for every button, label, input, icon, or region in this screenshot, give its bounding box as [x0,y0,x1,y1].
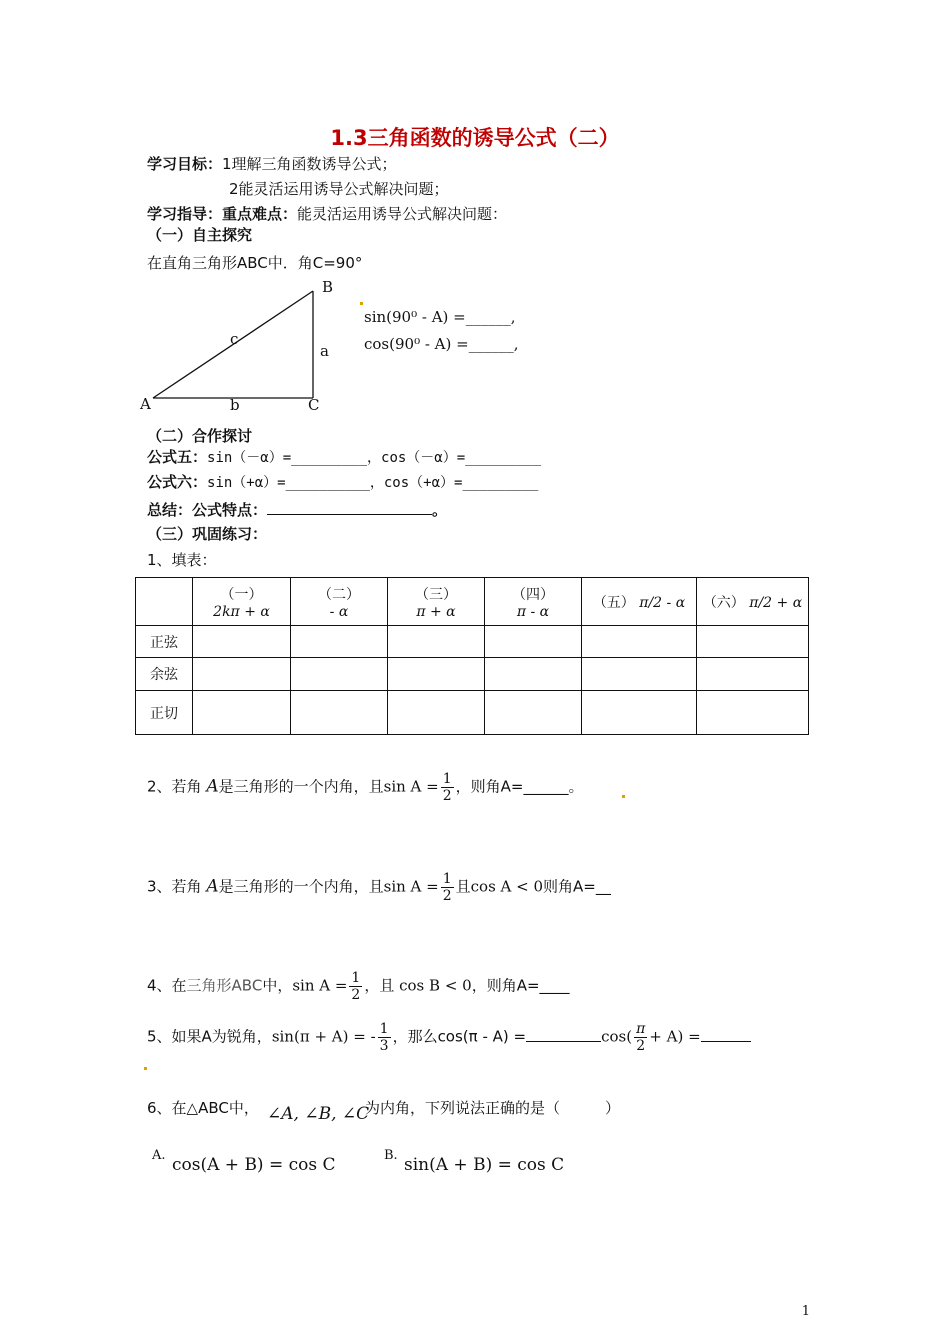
header-bottom: 2kπ + α [213,603,270,620]
formula-five-label: 公式五： [147,448,208,466]
learning-guide [147,203,507,224]
section-2-heading: （二）合作探讨 [147,427,253,445]
fraction-one-half: $\frac{1}{2}$ [351,970,361,1003]
formula-six [147,471,538,492]
header-bottom: - α [329,603,349,620]
section-1-heading: （一）自主探究 [147,226,253,244]
q6-text-a: 6、在△ABC中， [147,1099,259,1117]
header-cell [388,578,485,626]
header-cell [193,578,291,626]
table-row [136,691,809,735]
formula-six-label: 公式六： [147,473,208,491]
q2-text-c: 是三角形的一个内角，且 [218,777,384,796]
option-b-label: B. [384,1148,398,1163]
header-top: （一） [220,586,263,603]
answer-cell[interactable] [193,658,291,691]
marker-dot [622,795,625,798]
option-a-label: A. [152,1148,166,1163]
question-3 [147,871,611,904]
table-header-row [136,578,809,626]
header-top: （五） [592,594,635,611]
summary-line [147,499,447,520]
side-a-label: a [320,342,329,360]
q5-text-a: 5、如果A为锐角， [147,1027,272,1046]
fraction-pi-over-two: $\frac{\pi}{2}$ [636,1021,646,1054]
answer-cell[interactable] [582,691,697,735]
answer-cell[interactable] [697,658,809,691]
header-bottom: π/2 + α [749,594,803,611]
marker-dot [144,1067,147,1070]
q6-angles: ∠A, ∠B, ∠C [267,1104,370,1124]
summary-end: 。 [432,501,448,519]
answer-cell[interactable] [697,626,809,658]
header-bottom: π - α [516,603,550,620]
table-row [136,658,809,691]
answer-cell[interactable] [582,658,697,691]
header-top: （二） [318,586,360,603]
q4-text-e: ， [364,976,380,995]
formula-sin-complement: sin(90⁰ - A) =______, [364,308,516,326]
answer-cell[interactable] [291,626,388,658]
formula-five [147,446,541,467]
answer-cell[interactable] [193,691,291,735]
answer-cell[interactable] [485,691,582,735]
question-1: 1、填表： [147,551,217,569]
answer-cell[interactable] [388,658,485,691]
row-label: 余弦 [136,658,193,691]
header-cell [582,578,697,626]
row-label: 正切 [136,691,193,735]
q4-text-a: 4、在 [147,976,187,995]
side-c-label: c [230,330,239,348]
q5-blank-1[interactable] [526,1027,601,1042]
q2-text-a: 2、若角 [147,777,202,796]
q3-text-a: 3、若角 [147,877,202,896]
guide-label: 学习指导：重点难点： [147,205,298,223]
q3-cos: cos A < 0 [470,877,544,896]
answer-cell[interactable] [485,658,582,691]
header-cell [485,578,582,626]
goal-item-1: 1理解三角函数诱导公式； [222,155,397,173]
q5-text-c: ，那么cos(π - A) = [392,1027,527,1046]
fraction-one-half: $\frac{1}{2}$ [442,871,452,904]
q3-var: A [206,876,219,897]
fraction-one-third: $\frac{1}{3}$ [379,1021,389,1054]
header-top: （六） [702,594,745,611]
q3-text-c: 是三角形的一个内角，且 [218,877,384,896]
vertex-b-label: B [322,278,334,296]
q3-sin: sin A = [383,877,439,896]
q5-text-e: + A) = [649,1027,701,1046]
vertex-a-label: A [140,395,151,413]
option-a[interactable]: cos(A + B) = cos C [172,1155,336,1175]
q4-text-c: 中， [262,976,293,995]
formula-six-text: sin（+α）=__________，cos（+α）=_________ [207,475,539,491]
q4-cos: 且 cos B < 0 [379,976,472,995]
q5-sin: sin(π + A) = - [271,1027,376,1046]
header-bottom: π + α [416,603,456,620]
table-row [136,626,809,658]
table-corner-cell [136,578,193,626]
question-5 [147,1021,751,1054]
header-top: （三） [415,586,457,603]
answer-cell[interactable] [485,626,582,658]
page-number: 1 [801,1304,810,1319]
guide-text: 能灵活运用诱导公式解决问题： [297,205,508,223]
header-bottom: π/2 - α [639,594,686,611]
summary-blank[interactable] [267,500,432,515]
q4-triangle: 三角形ABC [186,976,263,995]
q2-sin: sin A = [383,777,439,796]
answer-cell[interactable] [291,658,388,691]
q2-var: A [206,776,219,797]
header-cell [291,578,388,626]
learning-goals [147,153,397,174]
marker-dot [360,302,363,305]
section-3-heading: （三）巩固练习： [147,525,268,543]
q5-blank-2[interactable] [701,1027,751,1042]
q3-text-e: 且 [455,877,471,896]
goals-label: 学习目标： [147,155,223,173]
vertex-c-label: C [308,396,320,414]
header-top: （四） [512,586,554,603]
q2-text-e: ，则角A=______。 [455,777,584,796]
goal-item-2: 2能灵活运用诱导公式解决问题； [229,180,449,198]
question-4 [147,970,570,1003]
formula-five-text: sin（－α）=_________，cos（－α）=_________ [207,450,542,466]
q4-text-g: ，则角A=____ [471,976,570,995]
q5-cos: cos( [601,1027,633,1046]
q6-text-c: 为内角，下列说法正确的是（ ） [365,1099,621,1117]
answer-cell[interactable] [193,626,291,658]
induction-formula-table [135,577,809,735]
answer-cell[interactable] [388,691,485,735]
answer-cell[interactable] [291,691,388,735]
fraction-one-half: $\frac{1}{2}$ [442,771,452,804]
side-b-label: b [230,396,240,414]
answer-cell[interactable] [697,691,809,735]
section-1-intro: 在直角三角形ABC中．角C=90° [147,254,363,272]
answer-cell[interactable] [582,626,697,658]
page-title: 1.3三角函数的诱导公式（二） [330,126,620,150]
q4-sin: sin A = [292,976,348,995]
summary-label: 总结：公式特点： [147,501,268,519]
header-cell [697,578,809,626]
answer-cell[interactable] [388,626,485,658]
option-b[interactable]: sin(A + B) = cos C [404,1155,565,1175]
formula-cos-complement: cos(90⁰ - A) =______, [364,335,519,353]
row-label: 正弦 [136,626,193,658]
q3-text-g: 则角A=__ [543,877,611,896]
question-2 [147,771,583,804]
